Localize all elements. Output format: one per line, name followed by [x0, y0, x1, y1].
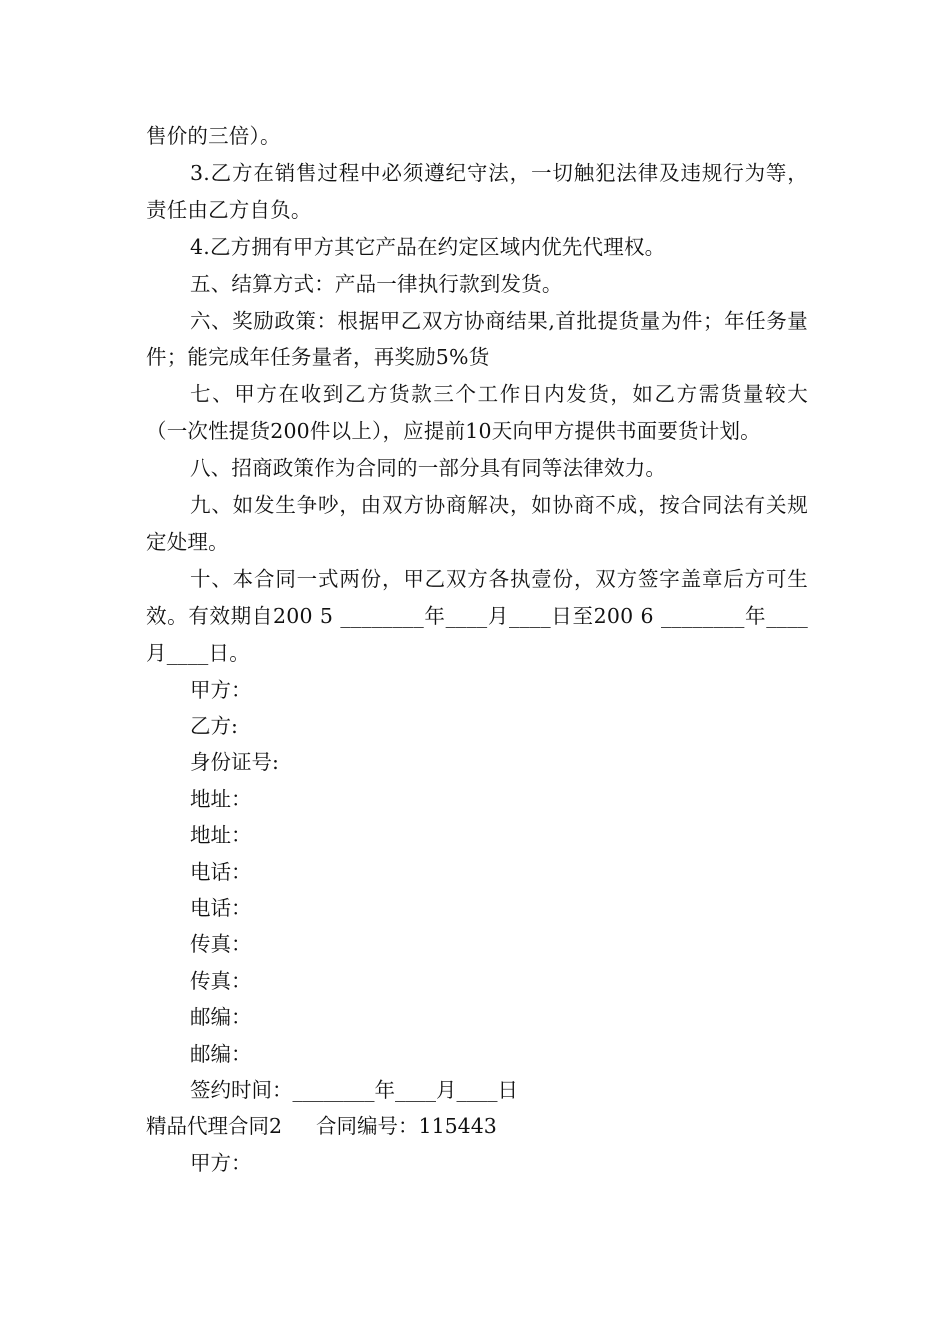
postcode-label: 邮编： [190, 1005, 252, 1030]
party-a-label: 甲方： [190, 677, 252, 702]
paragraph-4: 五、结算方式：产品一律执行款到发货。 [190, 271, 563, 296]
address-label: 地址： [190, 786, 252, 811]
next-contract-heading [146, 1108, 808, 1144]
paragraph-3: 4.乙方拥有甲方其它产品在约定区域内优先代理权。 [190, 234, 666, 259]
phone-label: 电话： [190, 895, 252, 920]
signing-date-label: 签约时间：________年____月____日 [190, 1077, 518, 1102]
paragraph-7: 八、招商政策作为合同的一部分具有同等法律效力。 [190, 456, 667, 481]
paragraph-9: 十、本合同一式两份，甲乙双方各执壹份，双方签字盖章后方可生效。有效期自200 5 ________年____月____日至200 6 ________年____月____日。 [146, 566, 808, 665]
contract-number: 合同编号：115443 [316, 1114, 497, 1139]
party-a-label: 甲方： [190, 1150, 252, 1175]
paragraph-8: 九、如发生争吵，由双方协商解决，如协商不成，按合同法有关规定处理。 [146, 493, 808, 554]
fax-label: 传真： [190, 968, 252, 993]
phone-label: 电话： [190, 859, 252, 884]
fax-label: 传真： [190, 932, 252, 957]
id-number-label: 身份证号: [190, 750, 279, 775]
party-b-label: 乙方: [190, 713, 238, 738]
paragraph-2: 3.乙方在销售过程中必须遵纪守法，一切触犯法律及违规行为等，责任由乙方自负。 [146, 160, 808, 222]
address-label: 地址： [190, 823, 252, 848]
next-contract-title: 精品代理合同2 [146, 1114, 283, 1139]
paragraph-5: 六、奖励政策：根据甲乙双方协商结果,首批提货量为件；年任务量件；能完成年任务量者，再奖励5%货 [146, 308, 808, 370]
paragraph-1: 售价的三倍）。 [146, 124, 281, 148]
document-page [146, 118, 808, 1181]
paragraph-6: 七、甲方在收到乙方货款三个工作日内发货，如乙方需货量较大 （一次性提货200件以上），应提前10天向甲方提供书面要货计划。 [146, 382, 808, 444]
signature-block [146, 672, 808, 1109]
postcode-label: 邮编： [190, 1041, 252, 1066]
